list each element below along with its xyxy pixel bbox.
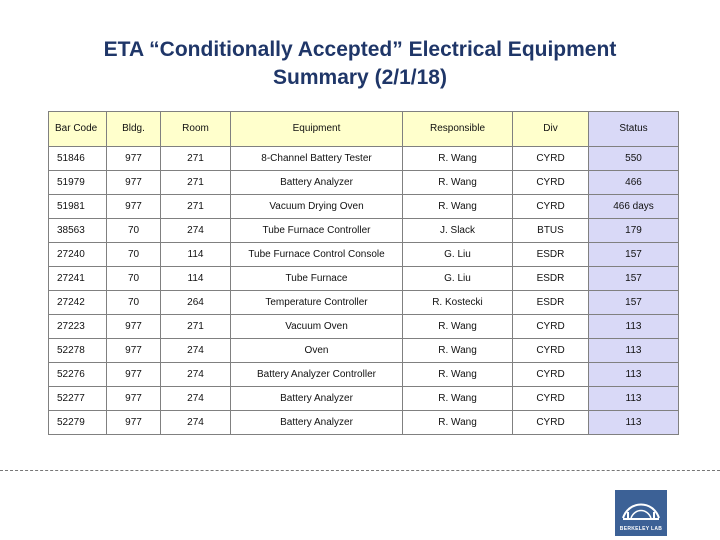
cell-bar-code: 38563 [49, 219, 107, 243]
cell-bar-code: 27223 [49, 315, 107, 339]
slide-title-line-1: ETA “Conditionally Accepted” Electrical Equipment [103, 38, 617, 61]
cell-bldg: 70 [107, 267, 161, 291]
cell-bldg: 977 [107, 171, 161, 195]
table-row [49, 339, 679, 363]
cell-status: 550 [589, 147, 679, 171]
cell-status: 157 [589, 291, 679, 315]
cell-bar-code: 52277 [49, 387, 107, 411]
cell-bldg: 977 [107, 411, 161, 435]
table-header-row [49, 112, 679, 147]
table-row [49, 411, 679, 435]
cell-room: 274 [161, 339, 231, 363]
table-row [49, 147, 679, 171]
cell-equipment: 8-Channel Battery Tester [231, 147, 403, 171]
cell-bar-code: 51846 [49, 147, 107, 171]
cell-bar-code: 52279 [49, 411, 107, 435]
cell-equipment: Tube Furnace Control Console [231, 243, 403, 267]
cell-status: 113 [589, 363, 679, 387]
cell-status: 179 [589, 219, 679, 243]
header-equipment: Equipment [231, 112, 403, 147]
cell-room: 271 [161, 195, 231, 219]
cell-bar-code: 27241 [49, 267, 107, 291]
cell-div: BTUS [513, 219, 589, 243]
table-row [49, 171, 679, 195]
cell-responsible: R. Kostecki [403, 291, 513, 315]
cell-div: CYRD [513, 363, 589, 387]
cell-status: 113 [589, 387, 679, 411]
cell-responsible: J. Slack [403, 219, 513, 243]
cell-equipment: Oven [231, 339, 403, 363]
cell-bldg: 70 [107, 243, 161, 267]
cell-div: ESDR [513, 267, 589, 291]
cell-equipment: Battery Analyzer [231, 171, 403, 195]
cell-div: CYRD [513, 195, 589, 219]
berkeley-lab-logo [615, 490, 667, 536]
cell-responsible: R. Wang [403, 363, 513, 387]
header-div: Div [513, 112, 589, 147]
table-row [49, 219, 679, 243]
cell-responsible: R. Wang [403, 411, 513, 435]
table-row [49, 291, 679, 315]
cell-bldg: 977 [107, 147, 161, 171]
cell-div: CYRD [513, 411, 589, 435]
cell-room: 114 [161, 267, 231, 291]
cell-equipment: Battery Analyzer Controller [231, 363, 403, 387]
cell-bldg: 977 [107, 315, 161, 339]
cell-bldg: 70 [107, 219, 161, 243]
cell-bar-code: 51979 [49, 171, 107, 195]
cell-equipment: Battery Analyzer [231, 411, 403, 435]
cell-div: ESDR [513, 291, 589, 315]
table-row [49, 387, 679, 411]
cell-equipment: Tube Furnace Controller [231, 219, 403, 243]
cell-status: 113 [589, 315, 679, 339]
cell-div: CYRD [513, 387, 589, 411]
cell-responsible: R. Wang [403, 195, 513, 219]
header-room: Room [161, 112, 231, 147]
table-body [49, 147, 679, 435]
cell-bar-code: 27242 [49, 291, 107, 315]
cell-bldg: 977 [107, 387, 161, 411]
cell-room: 274 [161, 411, 231, 435]
header-bar-code: Bar Code [49, 112, 107, 147]
cell-div: ESDR [513, 243, 589, 267]
cell-bar-code: 27240 [49, 243, 107, 267]
cell-bldg: 977 [107, 195, 161, 219]
cell-room: 274 [161, 219, 231, 243]
cell-responsible: R. Wang [403, 147, 513, 171]
cell-bldg: 977 [107, 363, 161, 387]
cell-bldg: 70 [107, 291, 161, 315]
cell-room: 274 [161, 387, 231, 411]
cell-equipment: Battery Analyzer [231, 387, 403, 411]
cell-responsible: G. Liu [403, 267, 513, 291]
cell-status: 466 days [589, 195, 679, 219]
table-row [49, 315, 679, 339]
cell-room: 264 [161, 291, 231, 315]
cell-room: 271 [161, 147, 231, 171]
cell-div: CYRD [513, 171, 589, 195]
footer-divider [0, 470, 720, 471]
slide-title-line-2: Summary (2/1/18) [273, 66, 447, 89]
cell-room: 274 [161, 363, 231, 387]
cell-responsible: R. Wang [403, 387, 513, 411]
equipment-summary-table [48, 111, 679, 435]
table-row [49, 243, 679, 267]
table-row [49, 363, 679, 387]
cell-status: 157 [589, 267, 679, 291]
cell-equipment: Temperature Controller [231, 291, 403, 315]
cell-status: 113 [589, 411, 679, 435]
cell-responsible: R. Wang [403, 315, 513, 339]
cell-responsible: R. Wang [403, 339, 513, 363]
header-bldg: Bldg. [107, 112, 161, 147]
cell-status: 113 [589, 339, 679, 363]
cell-responsible: R. Wang [403, 171, 513, 195]
header-status: Status [589, 112, 679, 147]
cell-status: 466 [589, 171, 679, 195]
cell-equipment: Vacuum Drying Oven [231, 195, 403, 219]
cell-div: CYRD [513, 147, 589, 171]
logo-text: BERKELEY LAB [619, 526, 663, 532]
cell-div: CYRD [513, 339, 589, 363]
cell-equipment: Vacuum Oven [231, 315, 403, 339]
cell-bar-code: 51981 [49, 195, 107, 219]
header-responsible: Responsible [403, 112, 513, 147]
slide-title [0, 36, 720, 92]
cell-responsible: G. Liu [403, 243, 513, 267]
cell-room: 271 [161, 171, 231, 195]
table-row [49, 267, 679, 291]
cell-room: 114 [161, 243, 231, 267]
cell-equipment: Tube Furnace [231, 267, 403, 291]
cell-bar-code: 52276 [49, 363, 107, 387]
cell-status: 157 [589, 243, 679, 267]
table-row [49, 195, 679, 219]
cell-room: 271 [161, 315, 231, 339]
cell-bar-code: 52278 [49, 339, 107, 363]
berkeley-lab-logo-icon [619, 498, 663, 524]
cell-div: CYRD [513, 315, 589, 339]
cell-bldg: 977 [107, 339, 161, 363]
